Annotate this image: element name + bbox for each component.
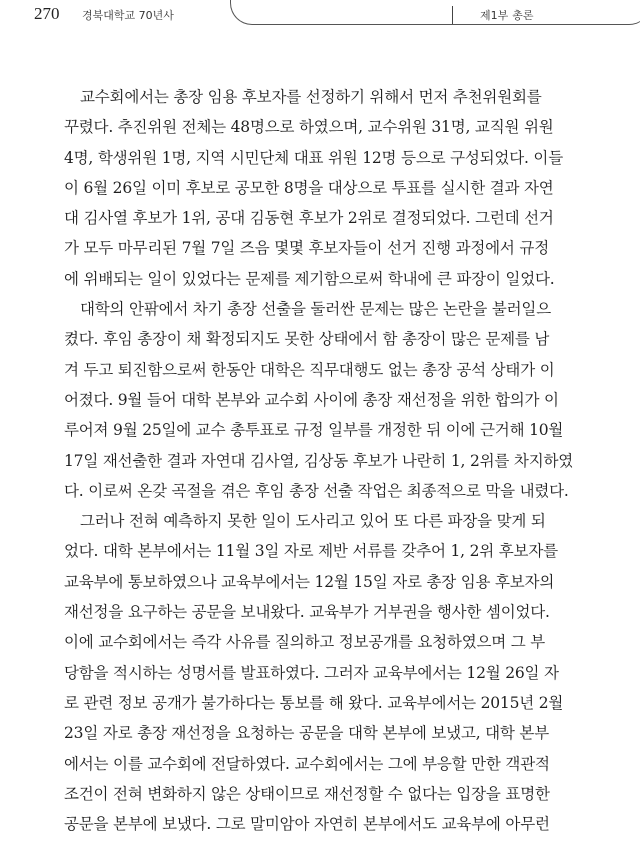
text-line: 재선정을 요구하는 공문을 보내왔다. 교육부가 거부권을 행사한 셈이었다. [64,603,550,622]
header-decorative-frame [230,0,640,25]
text-line: 23일 자로 총장 재선정을 요청하는 공문을 대학 본부에 보냈고, 대학 본부 [64,724,549,743]
part-label: 제1부 [480,9,509,22]
text-line: 에 위배되는 일이 있었다는 문제를 제기함으로써 학내에 큰 파장이 일었다. [64,269,555,288]
section-label: 총론 [512,9,534,22]
text-line: 대 김사열 후보가 1위, 공대 김동현 후보가 2위로 결정되었다. 그런데 선거 [64,209,554,228]
text-line: 17일 재선출한 결과 자연대 김사열, 김상동 후보가 나란히 1, 2위를 차지하였 [64,451,574,470]
page-number: 270 [34,4,60,23]
text-line: 그러나 전혀 예측하지 못한 일이 도사리고 있어 또 다른 파장을 맞게 되 [80,512,546,531]
text-line: 었다. 대학 본부에서는 11월 3일 자로 제반 서류를 갖추어 1, 2위 후보자를 [64,542,558,561]
text-line: 켰다. 후임 총장이 채 확정되지도 못한 상태에서 함 총장이 많은 문제를 남 [64,330,550,349]
text-line: 공문을 본부에 보냈다. 그로 말미암아 자연히 본부에서도 교육부에 아무런 [64,815,550,834]
text-line: 겨 두고 퇴진함으로써 한동안 대학은 직무대행도 없는 총장 공석 상태가 이 [64,360,555,379]
text-line: 어졌다. 9월 들어 대학 본부와 교수회 사이에 총장 재선정을 위한 합의가 이 [64,390,559,409]
text-line: 루어져 9월 25일에 교수 총투표로 규정 일부를 개정한 뒤 이에 근거해 10월 [64,421,564,440]
text-line: 대학의 안팎에서 차기 총장 선출을 둘러싼 문제는 많은 논란을 불러일으 [80,300,551,319]
text-line: 에서는 이를 교수회에 전달하였다. 교수회에서는 그에 부응할 만한 객관적 [64,754,550,773]
text-line: 교육부에 통보하였으나 교육부에서는 12월 15일 자로 총장 임용 후보자의 [64,572,555,591]
text-line: 로 관련 정보 공개가 불가하다는 통보를 해 왔다. 교육부에서는 2015년 2월 [64,693,564,712]
text-line: 가 모두 마무리된 7월 7일 즈음 몇몇 후보자들이 선거 진행 과정에서 규정 [64,239,549,258]
text-line: 이에 교수회에서는 즉각 사유를 질의하고 정보공개를 요청하였으며 그 부 [64,633,546,652]
text-line: 이 6월 26일 이미 후보로 공모한 8명을 대상으로 투표를 실시한 결과 자연 [64,178,554,197]
text-line: 교수회에서는 총장 임용 후보자를 선정하기 위해서 먼저 추천위원회를 [80,88,542,106]
running-header [0,0,640,30]
text-line: 꾸렸다. 추진위원 전체는 48명으로 하였으며, 교수위원 31명, 교직원 위원 [64,118,554,137]
header-divider [452,6,453,24]
body-text [64,82,624,839]
book-title: 경북대학교 70년사 [82,9,174,22]
text-line: 다. 이로써 온갖 곡절을 겪은 후임 총장 선출 작업은 최종적으로 막을 내렸다. [64,481,569,500]
text-line: 4명, 학생위원 1명, 지역 시민단체 대표 위원 12명 등으로 구성되었다. 이들 [64,148,563,167]
chapter-label [480,7,534,23]
text-line: 당함을 적시하는 성명서를 발표하였다. 그러자 교육부에서는 12월 26일 자 [64,663,559,682]
text-line: 조건이 전혀 변화하지 않은 상태이므로 재선정할 수 없다는 입장을 표명한 [64,784,550,803]
